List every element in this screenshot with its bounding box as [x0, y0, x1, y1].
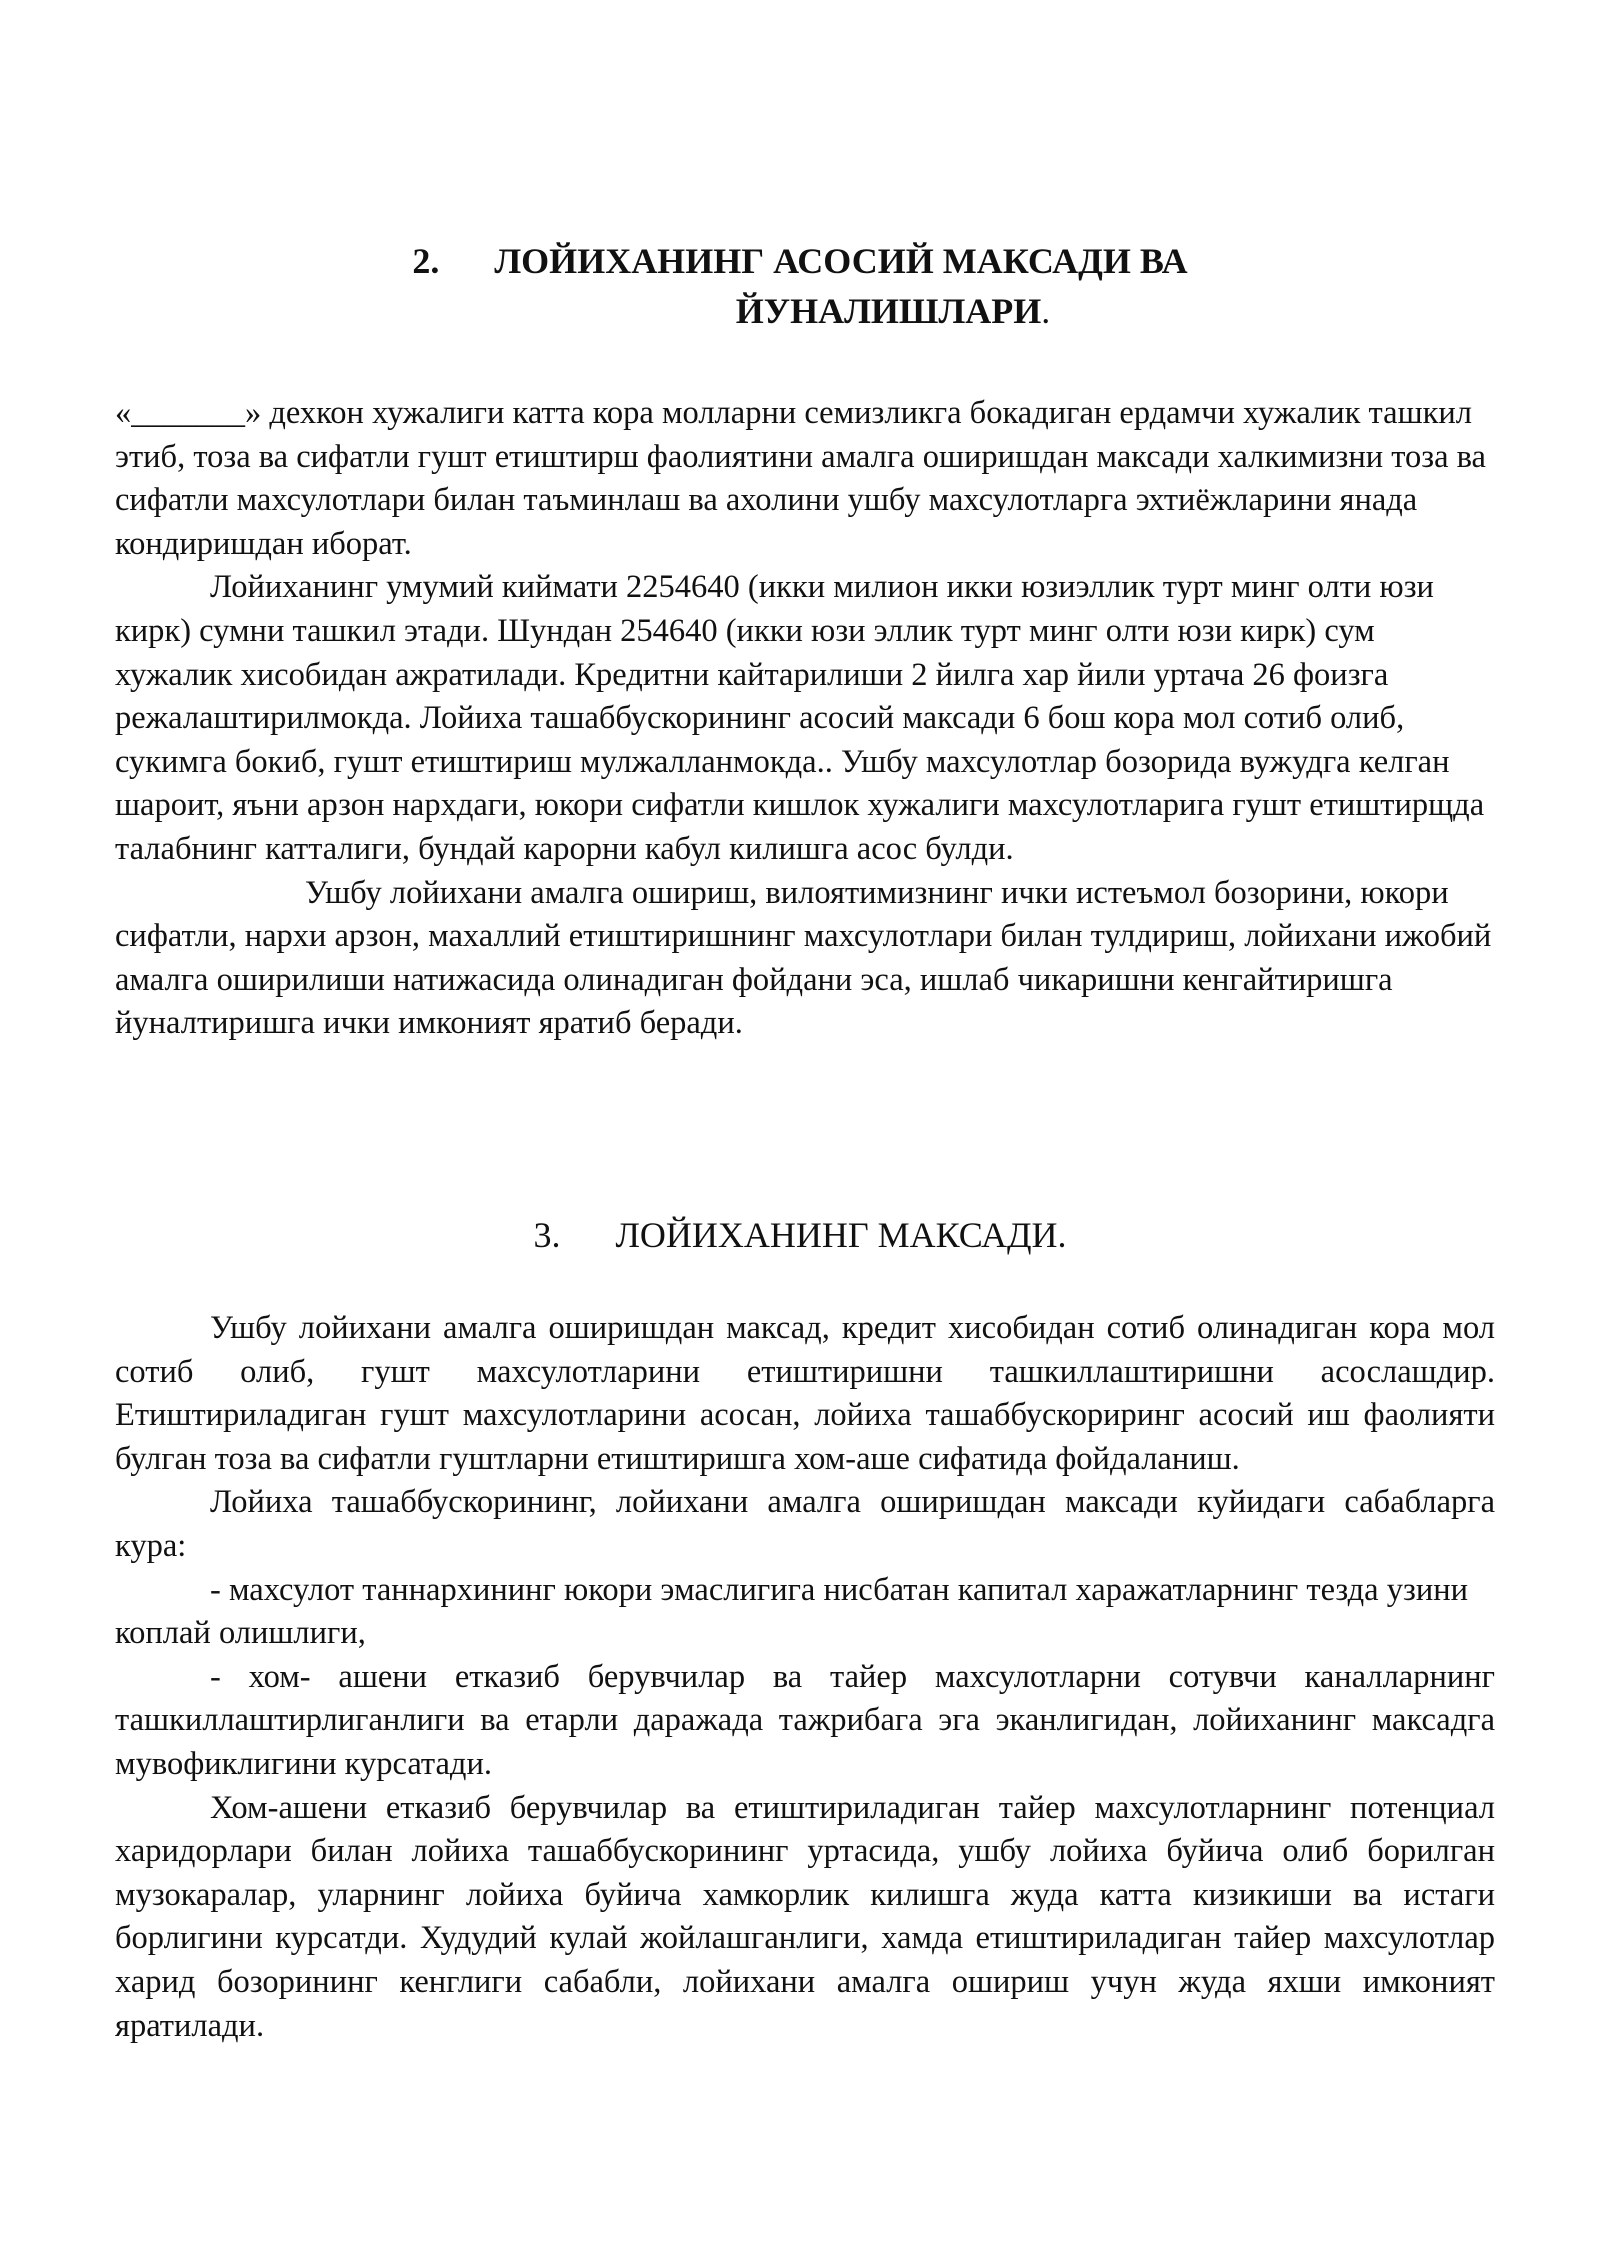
- section-2-title-line-2: ЙУНАЛИШЛАРИ: [735, 291, 1042, 331]
- section-3-paragraph-2: Лойиха ташаббускорининг, лойихани амалга оширишдан максади куйидаги сабабларга кура:: [115, 1484, 1495, 1564]
- section-2-paragraph-3: Ушбу лойихани амалга ошириш, вилоятимизнинг ички истеъмол бозорини, юкори сифатли, нархи арзон, махаллий етиштиришнинг махсулотлари билан тулдириш, лойихани ижобий амалга оширилиши натижасида олинадиган фойдани эса, ишлаб чикаришни кенгайтиришга йуналтиришга ички имконият яратиб беради.: [115, 874, 1492, 1042]
- section-3-list-item-1: - махсулот таннархининг юкори эмаслигига нисбатан капитал харажатларнинг тезда узини коплай олишлиги,: [115, 1571, 1468, 1652]
- section-2-title-period: .: [1041, 291, 1051, 331]
- section-2-title-line-1: ЛОЙИХАНИНГ АСОСИЙ МАКСАДИ ВА: [494, 241, 1188, 281]
- section-3-number: 3.: [533, 1215, 561, 1255]
- section-3-title: ЛОЙИХАНИНГ МАКСАДИ.: [615, 1215, 1067, 1255]
- section-2-number: 2.: [412, 241, 440, 281]
- section-3-body: [115, 1307, 1495, 2048]
- section-2-paragraph-2: Лойиханинг умумий киймати 2254640 (икки милион икки юзиэллик турт минг олти юзи кирк) сумни ташкил этади. Шундан 254640 (икки юзи эллик турт минг олти юзи кирк) сум хужалик хисобидан ажратилади. Кредитни кайтарилиши 2 йилга хар йили уртача 26 фоизга режалаштирилмокда. Лойиха ташаббускорининг асосий максади 6 бош кора мол сотиб олиб, сукимга бокиб, гушт етиштириш мулжалланмокда.. Ушбу махсулотлар бозорида вужудга келган шароит, яъни арзон нархдаги, юкори сифатли кишлок хужалиги махсулотларига гушт етиштирщда талабнинг катталиги, бундай карорни кабул килишга асос булди.: [115, 569, 1485, 867]
- section-3-heading: [0, 1210, 1600, 1260]
- section-2-heading: [0, 236, 1600, 336]
- section-3-paragraph-3: Хом-ашени етказиб берувчилар ва етиштириладиган тайер махсулотларнинг потенциал харидорлари билан лойиха ташаббускорининг уртасида, ушбу лойиха буйича олиб борилган музокаралар, уларнинг лойиха буйича хамкорлик килишга жуда катта кизикиши ва истаги борлигини курсатди. Худудий кулай жойлашганлиги, хамда етиштириладиган тайер махсулотлар харид бозорининг кенглиги сабабли, лойихани амалга ошириш учун жуда яхши имконият яратилади.: [115, 1789, 1495, 2044]
- section-3-list-item-2: - хом- ашени етказиб берувчилар ва тайер махсулотларни сотувчи каналларнинг ташкиллаштирлиганлиги ва етарли даражада тажрибага эга эканлигидан, лойиханинг максадга мувофиклигини курсатади.: [115, 1658, 1495, 1782]
- section-2-title-line-2-wrap: [0, 286, 1600, 336]
- section-2-paragraph-1: «_______» дехкон хужалиги катта кора молларни семизликга бокадиган ердамчи хужалик ташкил этиб, тоза ва сифатли гушт етиштирш фаолиятини амалга оширишдан максади халкимизни тоза ва сифатли махсулотлари билан таъминлаш ва ахолини ушбу махсулотларга эхтиёжларини янада кондиришдан иборат.: [115, 395, 1486, 562]
- section-2-body: [115, 392, 1495, 1046]
- section-3-paragraph-1: Ушбу лойихани амалга оширишдан максад, кредит хисобидан сотиб олинадиган кора мол сотиб олиб, гушт махсулотларини етиштиришни ташкиллаштиришни асослашдир. Етиштириладиган гушт махсулотларини асосан, лойиха ташаббускориринг асосий иш фаолияти булган тоза ва сифатли гуштларни етиштиришга хом-аше сифатида фойдаланиш.: [115, 1310, 1495, 1477]
